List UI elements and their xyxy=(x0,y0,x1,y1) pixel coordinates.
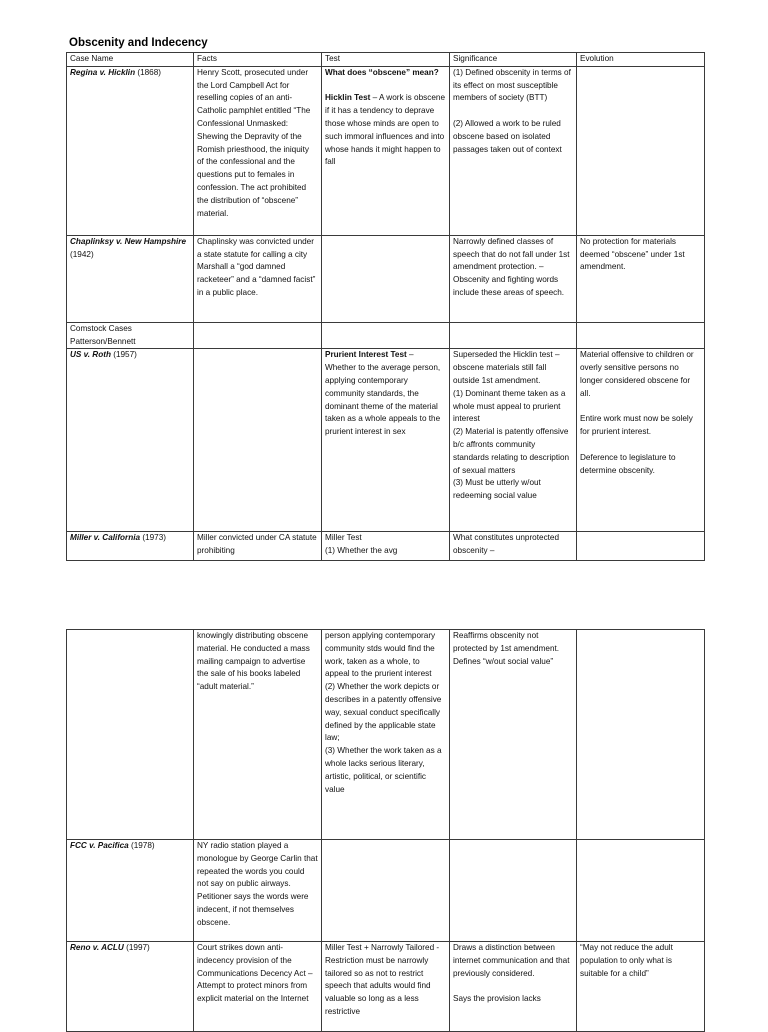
case-name: Regina v. Hicklin xyxy=(70,67,136,77)
case-year: (1978) xyxy=(128,841,155,850)
case-year: (1957) xyxy=(110,350,137,360)
significance-cell: Reaffirms obscenity not protected by 1st amendment. Defines “w/out social value” xyxy=(450,630,577,840)
evolution-point-1: Material offensive to children or overly sensitive persons no longer considered obscene for all. xyxy=(580,350,694,398)
case-table-page-2 xyxy=(66,629,705,1032)
test-cell: Miller Test (1) Whether the avg xyxy=(322,532,450,561)
significance-point-1: (1) Defined obscenity in terms of its effect on most susceptible members of society (BTT) xyxy=(453,67,571,103)
significance-cell: What constitutes unprotected obscenity – xyxy=(450,532,577,561)
evolution-cell xyxy=(577,349,705,532)
case-name-cell xyxy=(67,235,194,322)
table-row-miller-continued xyxy=(67,630,705,840)
test-cell: Miller Test + Narrowly Tailored -Restriction must be narrowly tailored so as not to restrict speech that adults would find valuable so long as a less restrictive xyxy=(322,942,450,1032)
significance-cell xyxy=(450,322,577,349)
evolution-cell: No protection for materials deemed “obscene” under 1st amendment. xyxy=(577,235,705,322)
facts-cell: Henry Scott, prosecuted under the Lord Campbell Act for reselling copies of an anti-Catholic pamphlet entitled “The Confessional Unmasked: Shewing the Depravity of the Romish priesthood, the iniquity of the confessional and the questions put to females in confession. The act prohibited the distribution of “obscene” material. xyxy=(194,66,322,235)
evolution-cell: “May not reduce the adult population to only what is suitable for a child” xyxy=(577,942,705,1032)
facts-cell: knowingly distributing obscene material. He conducted a mass mailing campaign to advertise the sale of his books labeled “adult material.” xyxy=(194,630,322,840)
test-cell xyxy=(322,322,450,349)
evolution-point-2: Entire work must now be solely for prurient interest. xyxy=(580,414,693,437)
case-year: (1997) xyxy=(123,943,150,952)
header-significance: Significance xyxy=(450,53,577,67)
facts-cell: NY radio station played a monologue by George Carlin that repeated the words you could not say on public airways. Petitioner says the words were indecent, if not themselves obscene. xyxy=(194,840,322,942)
significance-cell: Superseded the Hicklin test – obscene materials still fall outside 1st amendment. (1) Dominant theme taken as a whole must appeal to prurient interest (2) Material is patently offensive b/c affronts community standards relating to description of sexual matters (3) Must be utterly w/out redeeming social value xyxy=(450,349,577,532)
case-name-cell xyxy=(67,942,194,1032)
significance-cell xyxy=(450,840,577,942)
facts-cell: Court strikes down anti-indecency provision of the Communications Decency Act – Attempt to protect minors from explicit material on the Internet xyxy=(194,942,322,1032)
significance-cell xyxy=(450,66,577,235)
significance-point-2: Says the provision lacks xyxy=(453,994,541,1004)
case-name: US v. Roth xyxy=(70,350,111,360)
evolution-cell xyxy=(577,840,705,942)
document-title: Obscenity and Indecency xyxy=(69,37,208,49)
evolution-point-3: Deference to legislature to determine obscenity. xyxy=(580,452,676,475)
facts-cell: Chaplinsky was convicted under a state statute for calling a city Marshall a “god damned racketeer” and a “damned facist” in a public place. xyxy=(194,235,322,322)
test-cell xyxy=(322,235,450,322)
test-cell xyxy=(322,66,450,235)
table-row-miller xyxy=(67,532,705,561)
case-name-cell xyxy=(67,66,194,235)
case-name: Chaplinksy v. New Hampshire xyxy=(70,236,187,246)
significance-cell: Narrowly defined classes of speech that do not fall under 1st amendment protection. – Obscenity and fighting words include these areas of speech. xyxy=(450,235,577,322)
table-row-roth xyxy=(67,349,705,532)
case-name-cell xyxy=(67,349,194,532)
table-row-hicklin xyxy=(67,66,705,235)
significance-cell xyxy=(450,942,577,1032)
case-year: (1868) xyxy=(135,67,162,77)
facts-cell xyxy=(194,322,322,349)
evolution-cell xyxy=(577,630,705,840)
table-row-reno xyxy=(67,942,705,1032)
case-year: (1942) xyxy=(70,249,94,259)
case-table-page-1 xyxy=(66,52,705,561)
test-name: Hicklin Test xyxy=(325,93,371,103)
case-name-cell xyxy=(67,840,194,942)
header-case-name: Case Name xyxy=(67,53,194,67)
test-cell xyxy=(322,840,450,942)
table-row-pacifica xyxy=(67,840,705,942)
header-test: Test xyxy=(322,53,450,67)
header-facts: Facts xyxy=(194,53,322,67)
test-cell: person applying contemporary community stds would find the work, taken as a whole, to appeal to the prurient interest (2) Whether the work depicts or describes in a patently offensive way, sexual conduct specifically defined by the applicable state law; (3) Whether the work taken as a whole lacks serious literary, artistic, political, or scientific value xyxy=(322,630,450,840)
test-body: – A work is obscene if it has a tendency to deprave those whose minds are open to such immoral influences and into whose hands it might happen to fall xyxy=(325,93,445,167)
case-name: FCC v. Pacifica xyxy=(70,841,129,850)
test-cell xyxy=(322,349,450,532)
test-name: Prurient Interest Test xyxy=(325,350,407,360)
test-question: What does “obscene” mean? xyxy=(325,67,439,77)
case-name-cell: Comstock Cases Patterson/Bennett xyxy=(67,322,194,349)
case-name-cell xyxy=(67,630,194,840)
facts-cell xyxy=(194,349,322,532)
evolution-cell xyxy=(577,322,705,349)
case-name-cell xyxy=(67,532,194,561)
significance-point-2: (2) Allowed a work to be ruled obscene based on isolated passages taken out of context xyxy=(453,118,562,154)
significance-point-1: Draws a distinction between internet communication and that previously considered. xyxy=(453,943,570,978)
test-body: – Whether to the average person, applying contemporary community standards, the dominant theme of the material taken as a whole appeals to the prurient interest in sex xyxy=(325,350,441,437)
evolution-cell xyxy=(577,532,705,561)
case-name: Reno v. ACLU xyxy=(70,943,124,952)
table-row-chaplinsky xyxy=(67,235,705,322)
evolution-cell xyxy=(577,66,705,235)
case-name: Miller v. California xyxy=(70,533,141,543)
case-year: (1973) xyxy=(140,533,167,543)
header-evolution: Evolution xyxy=(577,53,705,67)
table-header-row xyxy=(67,53,705,67)
facts-cell: Miller convicted under CA statute prohibiting xyxy=(194,532,322,561)
table-row-comstock xyxy=(67,322,705,349)
